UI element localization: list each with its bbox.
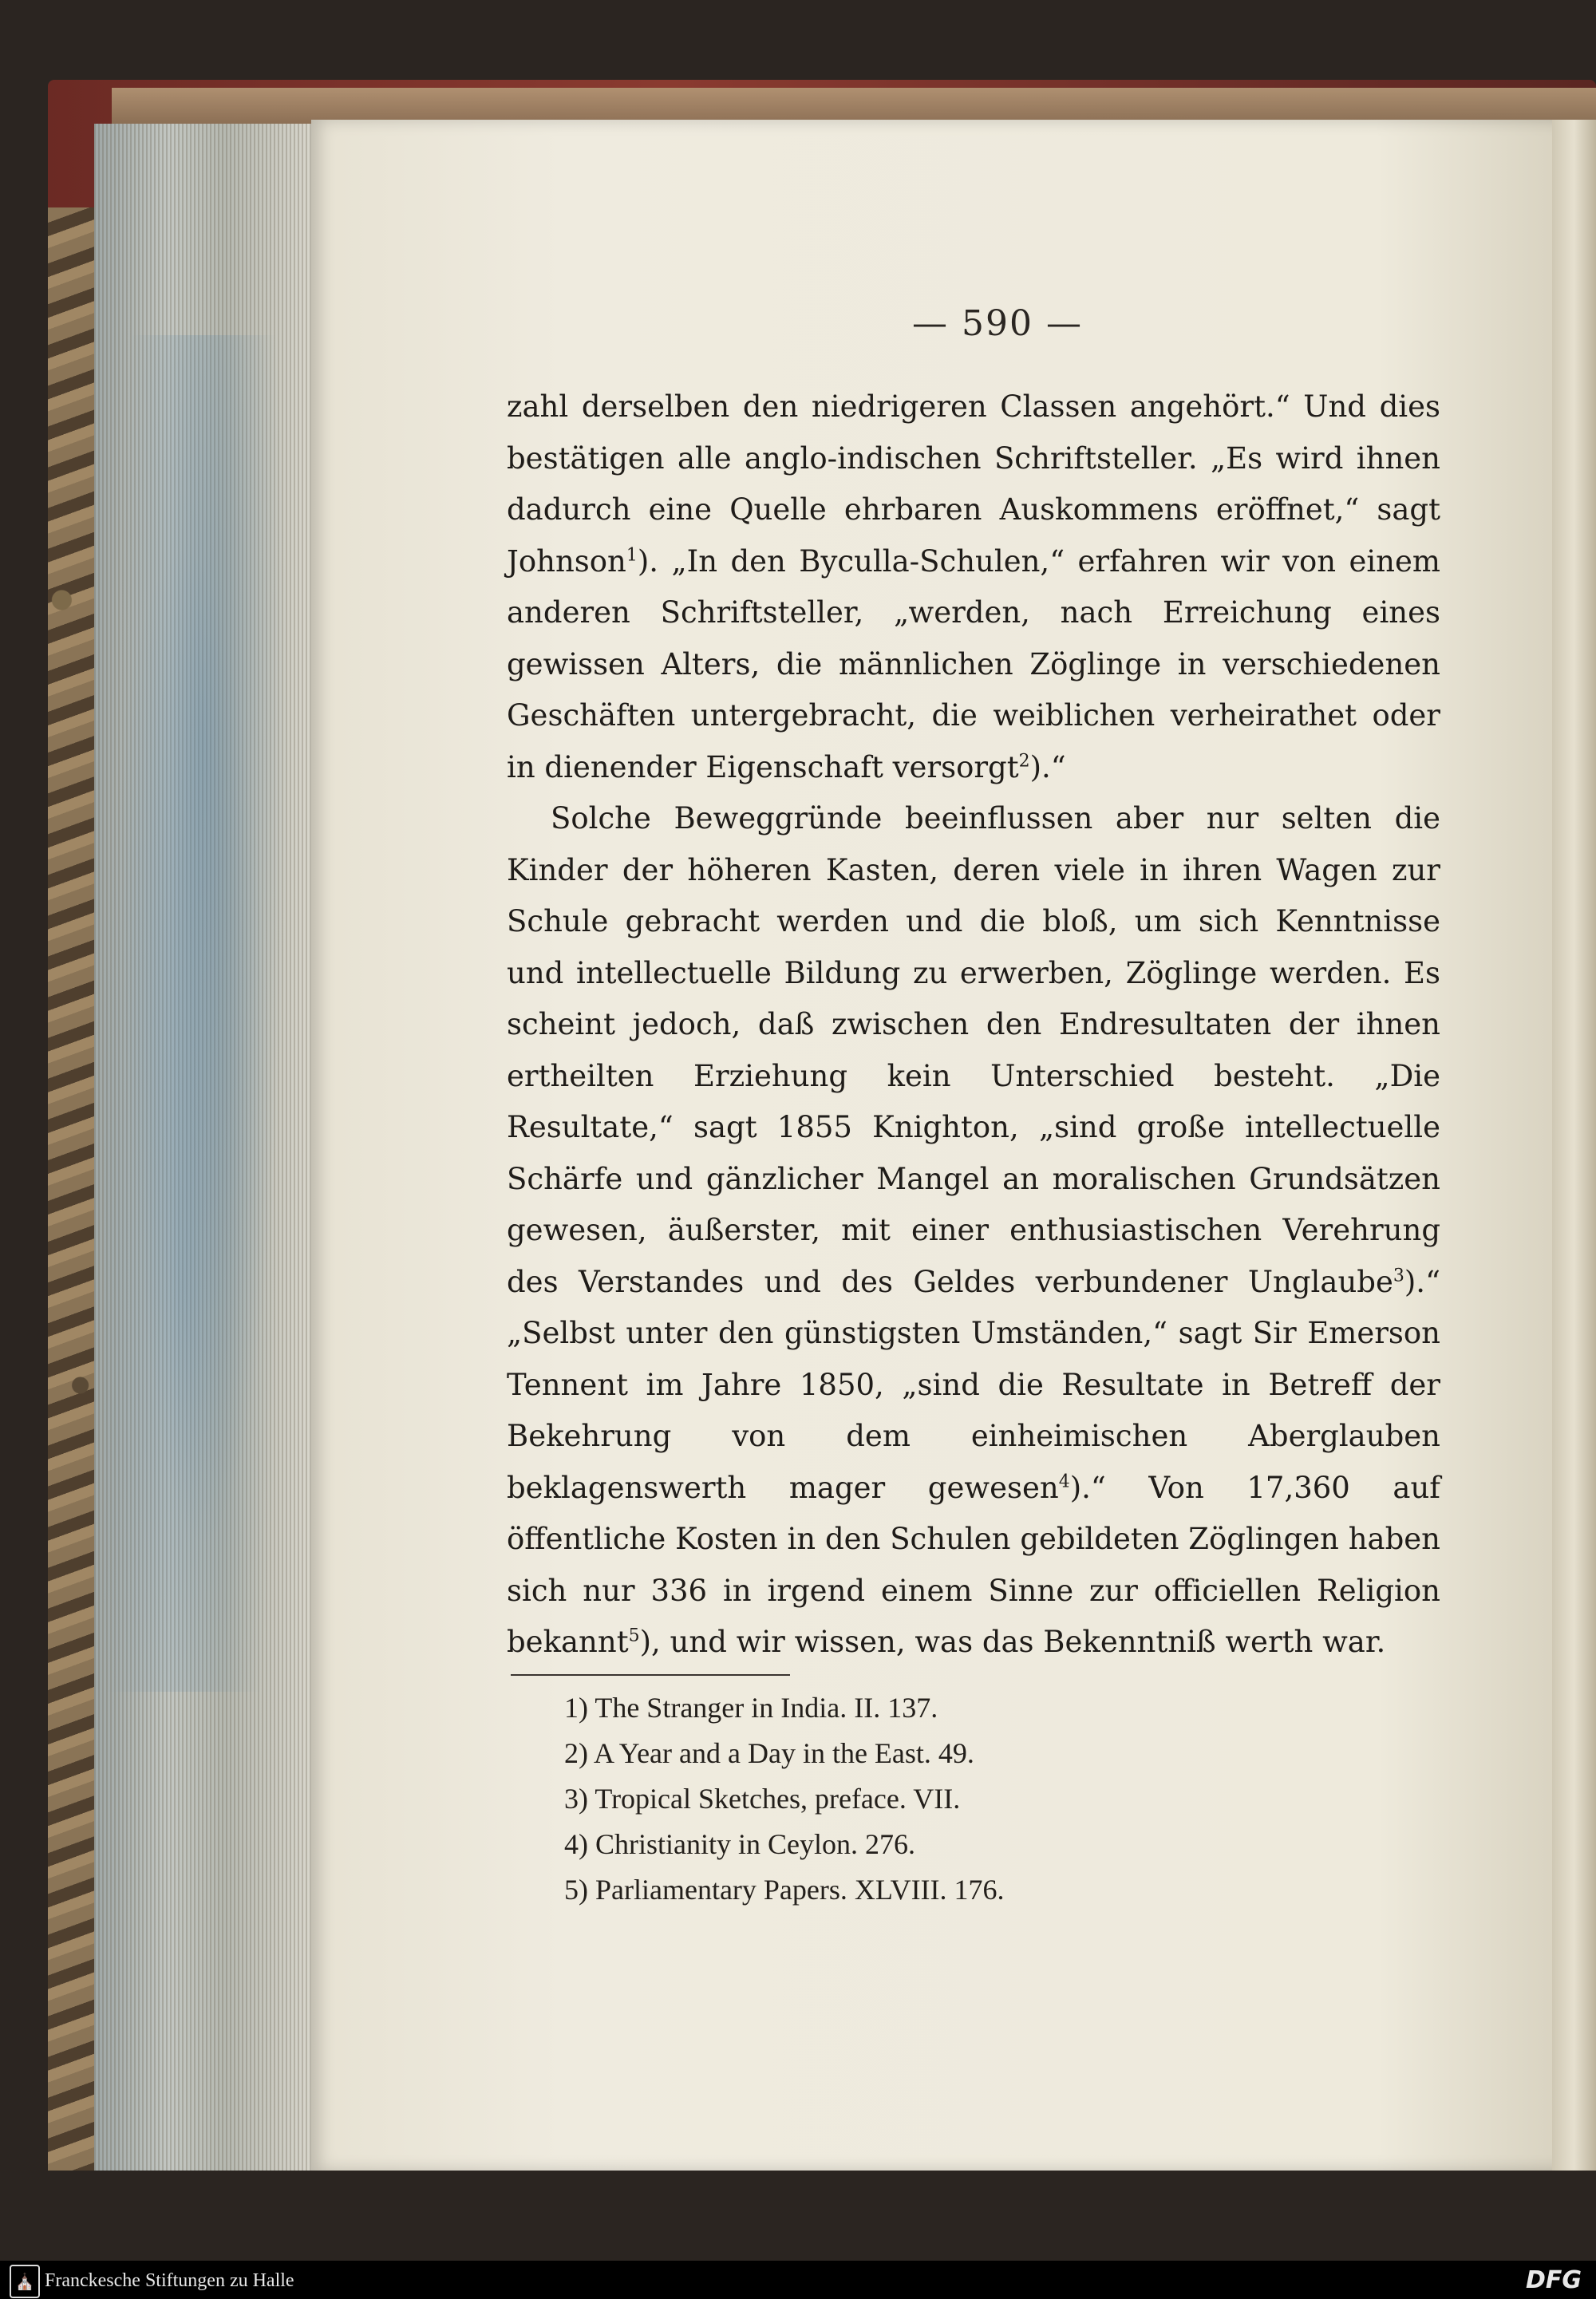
footnote-1: 1) The Stranger in India. II. 137. — [564, 1692, 938, 1724]
footnotes — [564, 1685, 1282, 1913]
paragraph-2 — [507, 793, 1440, 1669]
footnote-ref-4: 4 — [1058, 1471, 1070, 1492]
footnote-ref-3: 3 — [1393, 1266, 1404, 1286]
facing-page-edge — [1552, 120, 1596, 2171]
footnote-ref-1: 1 — [626, 545, 638, 566]
text-run: ). „In den Byculla-Schulen,“ erfahren wir von einem anderen Schriftsteller, „werden, nach Erreichung eines gewissen Alters, die männlichen Zöglinge in verschiedenen Geschäften untergebracht, die weiblichen verheirathet oder in dienender Eigenschaft versorgt — [507, 543, 1440, 784]
text-run: ).“ Von 17,360 auf öffentliche Kosten in den Schulen gebildeten Zöglingen haben sich nur 336 in irgend einem Sinne zur officiellen Religion bekannt — [507, 1470, 1441, 1659]
footnote-ref-5: 5 — [628, 1625, 640, 1646]
water-stain — [104, 335, 303, 1692]
text-run: zahl derselben den niedrigeren Classen angehört.“ Und dies bestätigen alle anglo-indischen Schriftsteller. „Es wird ihnen dadurch eine Quelle ehrbaren Auskommens eröffnet,“ sagt Johnson — [507, 389, 1440, 579]
text-run: Solche Beweggründe beeinflussen aber nur selten die Kinder der höheren Kasten, deren viele in ihren Wagen zur Schule gebracht werden und die bloß, um sich Kenntnisse und intellectuelle Bildung zu erwerben, Zöglinge werden. Es scheint jedoch, daß zwischen den Endresultaten der ihnen ertheilten Erziehung kein Unterschied besteht. „Die Resultate,“ sagt 1855 Knighton, „sind große intellectuelle Schärfe und gänzlicher Mangel an moralischen Grundsätzen gewesen, äußerster, mit einer enthusiastischen Verehrung des Verstandes und des Geldes verbundener Unglaube — [507, 801, 1440, 1299]
text-run: ).“ — [1029, 749, 1066, 784]
text-run: ).“ „Selbst unter den günstigsten Umständen,“ sagt Sir Emerson Tennent im Jahre 1850, „sind die Resultate in Betreff der Bekehrung von dem einheimischen Aberglauben beklagenswerth mager gewesen — [507, 1264, 1440, 1505]
footnote-4: 4) Christianity in Ceylon. 276. — [564, 1828, 915, 1860]
paragraph-1 — [507, 381, 1440, 793]
page-number: — 590 — — [912, 303, 1083, 344]
marbled-board — [48, 207, 94, 2171]
footnote-5: 5) Parliamentary Papers. XLVIII. 176. — [564, 1874, 1005, 1906]
text-run: ), und wir wissen, was das Bekenntniß werth war. — [639, 1625, 1386, 1659]
body-text — [507, 381, 1440, 1669]
institution-logo-icon: ⛪ — [10, 2265, 40, 2298]
footnote-ref-2: 2 — [1018, 751, 1030, 772]
dfg-logo: DFG — [1525, 2266, 1582, 2294]
footnote-2: 2) A Year and a Day in the East. 49. — [564, 1737, 974, 1769]
footnote-rule — [511, 1674, 790, 1676]
institution-name: Franckesche Stiftungen zu Halle — [45, 2270, 294, 2291]
footnote-3: 3) Tropical Sketches, preface. VII. — [564, 1783, 961, 1815]
